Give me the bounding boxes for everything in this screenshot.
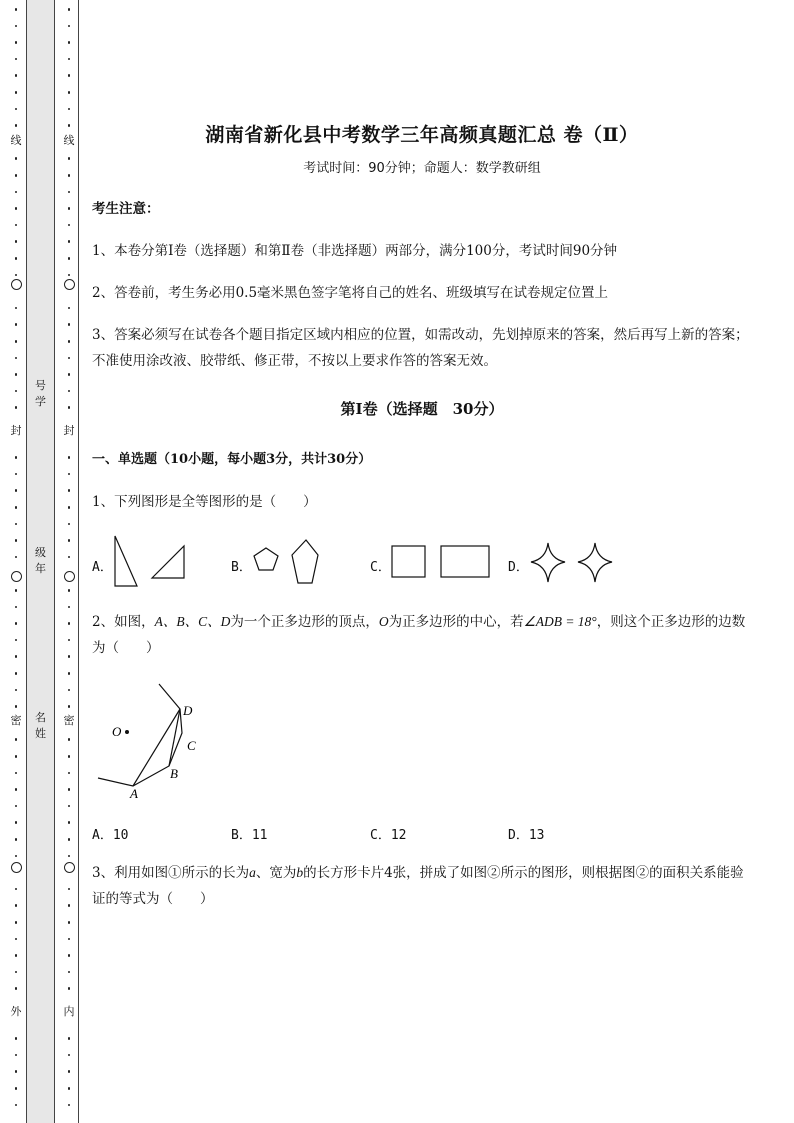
- binding-dot: [15, 307, 18, 310]
- q2-option-c: C．12: [370, 828, 407, 843]
- binding-dot: [15, 489, 18, 492]
- binding-circle: [64, 279, 75, 290]
- binding-dot: [68, 1070, 71, 1073]
- binding-dot: [15, 904, 18, 907]
- binding-circle: [64, 571, 75, 582]
- binding-dot: [68, 639, 71, 642]
- binding-dot: [15, 622, 18, 625]
- binding-border-line: [78, 0, 79, 1123]
- binding-dot: [68, 1087, 71, 1090]
- binding-dot: [68, 406, 71, 409]
- binding-dot: [15, 191, 18, 194]
- label-student-number: 号 学: [35, 379, 46, 408]
- binding-dot: [68, 556, 71, 559]
- binding-dot: [15, 639, 18, 642]
- inner-char-mi: 密: [59, 715, 79, 727]
- binding-dot: [68, 589, 71, 592]
- binding-dot: [68, 655, 71, 658]
- binding-dot: [15, 224, 18, 227]
- binding-dot: [68, 8, 71, 11]
- question-3-stem: [92, 860, 752, 912]
- q2-vertices: A、B、C、D: [154, 614, 231, 629]
- binding-dot: [15, 523, 18, 526]
- binding-dot: [15, 938, 18, 941]
- binding-dot: [68, 274, 71, 277]
- section-title: 第I卷（选择题 30分）: [340, 400, 504, 418]
- binding-dot: [68, 224, 71, 227]
- inner-char-xian: 线: [59, 135, 79, 147]
- binding-dot: [15, 240, 18, 243]
- binding-dot: [68, 971, 71, 974]
- binding-dot: [68, 705, 71, 708]
- binding-dot: [15, 257, 18, 260]
- q3-b: b: [296, 865, 304, 880]
- q1-option-c-rectangles: [390, 544, 494, 580]
- binding-dot: [15, 340, 18, 343]
- binding-dot: [15, 174, 18, 177]
- binding-dot: [15, 689, 18, 692]
- binding-dot: [15, 323, 18, 326]
- q2-label-b: B: [170, 766, 178, 781]
- outer-dotted-line: [6, 0, 26, 1123]
- binding-dot: [68, 954, 71, 957]
- q2-stem-a: 2、如图，: [92, 614, 155, 630]
- notice-item-3: 3、答案必须写在试卷各个题目指定区域内相应的位置，如需改动，先划掉原来的答案，然后再写上新的答案；不准使用涂改液、胶带纸、修正带，不按以上要求作答的答案无效。: [92, 327, 749, 369]
- binding-dot: [15, 1104, 18, 1107]
- binding-dot: [68, 157, 71, 160]
- binding-dot: [68, 91, 71, 94]
- binding-dot: [15, 772, 18, 775]
- exam-subtitle: 考试时间：90分钟；命题人：数学教研组: [303, 161, 541, 176]
- q2-label-a: A: [130, 786, 138, 801]
- binding-dot: [15, 838, 18, 841]
- notice-heading: 考生注意：: [92, 201, 160, 217]
- outer-char-wai: 外: [6, 1006, 26, 1018]
- q3-stem-b: 、宽为: [255, 865, 297, 881]
- binding-dot: [68, 74, 71, 77]
- exam-title: 湖南省新化县中考数学三年高频真题汇总 卷（Ⅱ）: [205, 124, 639, 146]
- binding-dot: [15, 91, 18, 94]
- binding-dot: [68, 323, 71, 326]
- binding-dot: [15, 987, 18, 990]
- binding-dot: [15, 406, 18, 409]
- binding-dot: [15, 954, 18, 957]
- binding-dot: [15, 456, 18, 459]
- binding-dot: [15, 805, 18, 808]
- binding-dot: [68, 938, 71, 941]
- inner-char-nei: 内: [59, 1006, 79, 1018]
- q2-angle: ∠ADB = 18°: [523, 614, 597, 629]
- binding-circle: [11, 862, 22, 873]
- binding-dot: [15, 821, 18, 824]
- binding-dot: [68, 506, 71, 509]
- binding-dot: [68, 855, 71, 858]
- binding-dot: [68, 191, 71, 194]
- student-info-band: [26, 0, 55, 1123]
- binding-dot: [15, 589, 18, 592]
- binding-dot: [68, 622, 71, 625]
- binding-dot: [15, 41, 18, 44]
- binding-dot: [68, 41, 71, 44]
- binding-dot: [15, 888, 18, 891]
- outer-char-mi: 密: [6, 715, 26, 727]
- binding-dot: [15, 1087, 18, 1090]
- binding-dot: [15, 25, 18, 28]
- q2-stem-b: 为一个正多边形的顶点，: [230, 614, 379, 630]
- binding-dot: [15, 655, 18, 658]
- notice-item-1: 1、本卷分第I卷（选择题）和第Ⅱ卷（非选择题）两部分，满分100分，考试时间90分钟: [92, 243, 618, 259]
- q2-stem-d: ，则这个正多边形的边数为（ ）: [92, 614, 746, 656]
- binding-dot: [15, 556, 18, 559]
- binding-dot: [15, 1037, 18, 1040]
- binding-dot: [68, 25, 71, 28]
- binding-dot: [15, 672, 18, 675]
- binding-dot: [15, 755, 18, 758]
- binding-dot: [15, 788, 18, 791]
- binding-dot: [15, 705, 18, 708]
- outer-char-feng: 封: [6, 425, 26, 437]
- q2-option-b: B．11: [231, 828, 268, 843]
- q1-option-a-triangles: [110, 534, 190, 588]
- q2-center: O: [378, 614, 389, 629]
- binding-dot: [15, 357, 18, 360]
- binding-dot: [68, 689, 71, 692]
- binding-dot: [15, 473, 18, 476]
- binding-dot: [68, 838, 71, 841]
- question-2-stem: [92, 609, 752, 661]
- q2-label-d: D: [183, 703, 193, 718]
- binding-dot: [68, 390, 71, 393]
- binding-dot: [68, 805, 71, 808]
- binding-dot: [68, 456, 71, 459]
- binding-dot: [68, 240, 71, 243]
- binding-dot: [15, 506, 18, 509]
- binding-dot: [68, 772, 71, 775]
- binding-dot: [15, 108, 18, 111]
- binding-dot: [15, 274, 18, 277]
- binding-dot: [68, 58, 71, 61]
- binding-dot: [15, 738, 18, 741]
- binding-dot: [68, 373, 71, 376]
- q1-option-b-pentagons: [250, 536, 330, 588]
- binding-dot: [68, 207, 71, 210]
- binding-dot: [68, 788, 71, 791]
- binding-dot: [15, 157, 18, 160]
- binding-dot: [68, 1037, 71, 1040]
- q1-option-a-label: A．: [92, 560, 113, 575]
- binding-dot: [15, 390, 18, 393]
- q2-label-o: O: [112, 724, 122, 739]
- question-1-stem: 1、下列图形是全等图形的是（ ）: [92, 494, 317, 510]
- binding-dot: [68, 1104, 71, 1107]
- q3-a: a: [249, 865, 256, 880]
- inner-dotted-line: [59, 0, 79, 1123]
- binding-dot: [15, 58, 18, 61]
- binding-dot: [68, 539, 71, 542]
- binding-dot: [68, 888, 71, 891]
- binding-dot: [15, 124, 18, 127]
- q1-option-b-label: B．: [231, 560, 252, 575]
- binding-dot: [15, 606, 18, 609]
- binding-dot: [68, 357, 71, 360]
- binding-dot: [68, 755, 71, 758]
- binding-dot: [68, 124, 71, 127]
- binding-dot: [68, 606, 71, 609]
- binding-dot: [15, 1070, 18, 1073]
- binding-dot: [68, 473, 71, 476]
- binding-circle: [11, 279, 22, 290]
- label-grade: 级 年: [35, 546, 46, 575]
- binding-circle: [64, 862, 75, 873]
- binding-dot: [15, 1054, 18, 1057]
- binding-dot: [68, 1054, 71, 1057]
- binding-dot: [68, 307, 71, 310]
- binding-dot: [68, 904, 71, 907]
- binding-dot: [15, 539, 18, 542]
- binding-dot: [15, 855, 18, 858]
- q1-option-c-label: C．: [370, 560, 391, 575]
- binding-dot: [15, 373, 18, 376]
- binding-dot: [68, 987, 71, 990]
- notice-item-2: 2、答卷前，考生务必用0.5毫米黑色签字笔将自己的姓名、班级填写在试卷规定位置上: [92, 285, 609, 301]
- binding-dot: [68, 523, 71, 526]
- q3-stem-c: 的长方形卡片4张，拼成了如图②所示的图形，则根据图②的面积关系能验证的等式为（ ）: [92, 865, 744, 907]
- binding-dot: [15, 8, 18, 11]
- q2-label-c: C: [187, 738, 196, 753]
- inner-char-feng: 封: [59, 425, 79, 437]
- q2-polygon-figure: [92, 680, 222, 805]
- q2-option-a: A．10: [92, 828, 129, 843]
- binding-dot: [68, 489, 71, 492]
- binding-dot: [15, 971, 18, 974]
- binding-dot: [15, 207, 18, 210]
- binding-dot: [68, 108, 71, 111]
- q2-option-d: D．13: [508, 828, 545, 843]
- binding-dot: [68, 257, 71, 260]
- binding-dot: [68, 921, 71, 924]
- binding-circle: [11, 571, 22, 582]
- q1-option-d-label: D．: [508, 560, 529, 575]
- part-heading: 一、单选题（10小题，每小题3分，共计30分）: [92, 452, 372, 467]
- q2-stem-c: 为正多边形的中心，若: [388, 614, 524, 630]
- binding-dot: [68, 738, 71, 741]
- label-name: 名 姓: [35, 711, 46, 740]
- binding-dot: [68, 340, 71, 343]
- binding-dot: [15, 921, 18, 924]
- binding-dot: [15, 74, 18, 77]
- binding-dot: [68, 174, 71, 177]
- q1-option-d-stars: [528, 540, 618, 586]
- outer-char-xian: 线: [6, 135, 26, 147]
- q3-stem-a: 3、利用如图①所示的长为: [92, 865, 250, 881]
- binding-dot: [68, 821, 71, 824]
- binding-dot: [68, 672, 71, 675]
